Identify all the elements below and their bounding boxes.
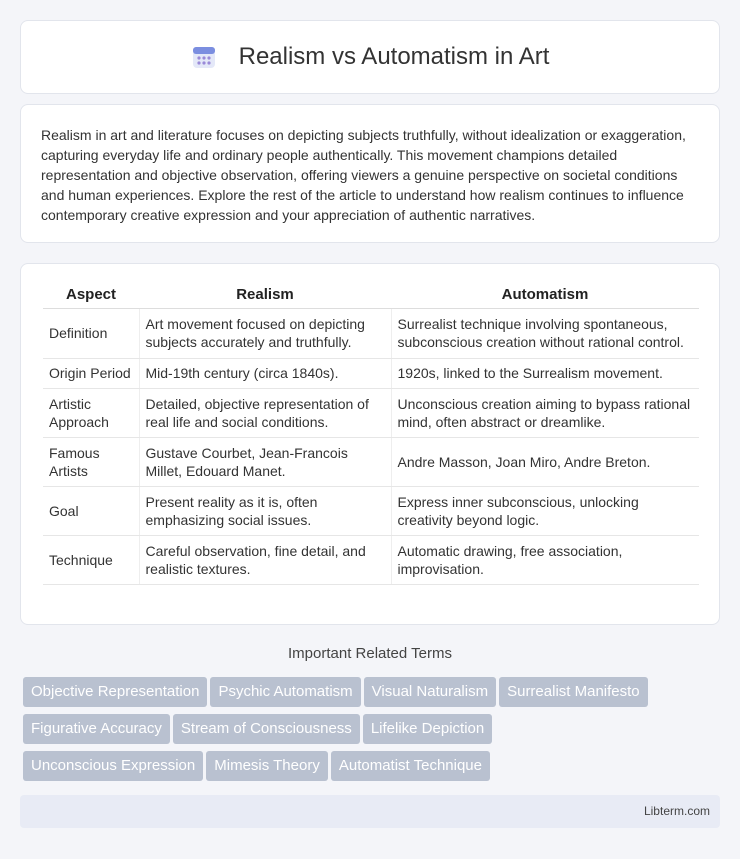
header-realism: Realism: [139, 282, 391, 308]
intro-card: [20, 104, 720, 243]
cell-realism: Gustave Courbet, Jean-Francois Millet, Edouard Manet.: [139, 437, 391, 486]
header-automatism: Automatism: [391, 282, 699, 308]
cell-realism: Careful observation, fine detail, and realistic textures.: [139, 535, 391, 584]
related-term-tag[interactable]: Visual Naturalism: [364, 677, 496, 707]
related-term-tag[interactable]: Surrealist Manifesto: [499, 677, 648, 707]
cell-realism: Art movement focused on depicting subjects accurately and truthfully.: [139, 308, 391, 358]
table-row: [43, 388, 699, 437]
cell-automatism: Surrealist technique involving spontaneous, subconscious creation without rational control.: [391, 308, 699, 358]
header-aspect: Aspect: [43, 282, 139, 308]
related-term-tag[interactable]: Mimesis Theory: [206, 751, 328, 781]
related-term-tag[interactable]: Psychic Automatism: [210, 677, 360, 707]
page-title: Realism vs Automatism in Art: [238, 43, 550, 70]
cell-aspect: Origin Period: [43, 358, 139, 388]
cell-aspect: Goal: [43, 486, 139, 535]
related-term-tag[interactable]: Stream of Consciousness: [173, 714, 360, 744]
related-term-tag[interactable]: Unconscious Expression: [23, 751, 203, 781]
table-row: [43, 358, 699, 388]
related-term-tag[interactable]: Lifelike Depiction: [363, 714, 492, 744]
comparison-table-card: [20, 263, 720, 625]
cell-realism: Detailed, objective representation of real life and social conditions.: [139, 388, 391, 437]
related-terms-heading: Important Related Terms: [288, 645, 452, 662]
cell-realism: Present reality as it is, often emphasizing social issues.: [139, 486, 391, 535]
cell-realism: Mid-19th century (circa 1840s).: [139, 358, 391, 388]
cell-automatism: Express inner subconscious, unlocking creativity beyond logic.: [391, 486, 699, 535]
related-term-tag[interactable]: Objective Representation: [23, 677, 207, 707]
table-header-row: [43, 282, 699, 308]
related-term-tag[interactable]: Automatist Technique: [331, 751, 490, 781]
related-term-tag[interactable]: Figurative Accuracy: [23, 714, 170, 744]
cell-automatism: Andre Masson, Joan Miro, Andre Breton.: [391, 437, 699, 486]
cell-automatism: 1920s, linked to the Surrealism movement.: [391, 358, 699, 388]
table-row: [43, 486, 699, 535]
footer-brand[interactable]: Libterm.com: [643, 804, 710, 818]
footer: [20, 795, 720, 828]
cell-aspect: Famous Artists: [43, 437, 139, 486]
related-terms-list: [23, 677, 723, 788]
intro-text: Realism in art and literature focuses on depicting subjects truthfully, without idealization or exaggeration, capturing everyday life and ordinary people authentically. This movement champions detailed representation and objective observation, offering viewers a genuine perspective on societal conditions and human experiences. Explore the rest of the article to understand how realism continues to influence contemporary creative expression and your appreciation of authentic narratives.: [41, 127, 686, 223]
cell-automatism: Unconscious creation aiming to bypass rational mind, often abstract or dreamlike.: [391, 388, 699, 437]
title-card: [20, 20, 720, 94]
cell-aspect: Definition: [43, 308, 139, 358]
calendar-icon: [191, 44, 217, 70]
cell-automatism: Automatic drawing, free association, improvisation.: [391, 535, 699, 584]
table-row: [43, 437, 699, 486]
table-row: [43, 535, 699, 584]
table-row: [43, 308, 699, 358]
comparison-table: [43, 282, 699, 585]
cell-aspect: Technique: [43, 535, 139, 584]
cell-aspect: Artistic Approach: [43, 388, 139, 437]
